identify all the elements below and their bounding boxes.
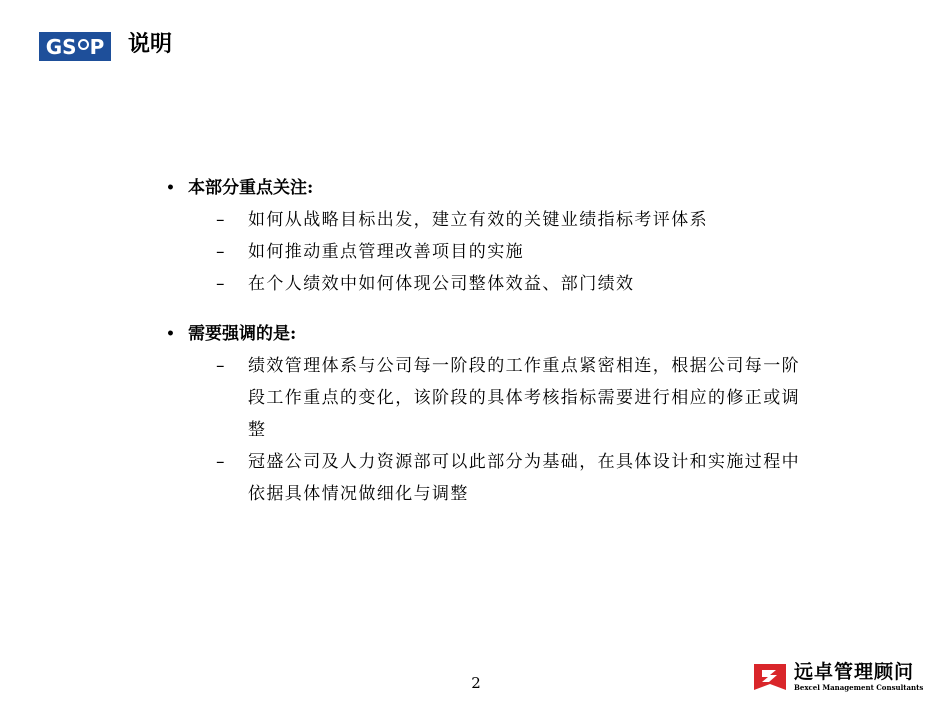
list-item	[166, 350, 806, 446]
dash-icon: –	[216, 242, 226, 262]
list-item	[166, 446, 806, 510]
logo-text-gs: GS	[45, 34, 77, 59]
dash-icon: –	[216, 452, 226, 472]
bullet-icon: •	[166, 180, 175, 196]
brand-mark-icon	[752, 660, 788, 692]
logo-text-p: P	[89, 34, 105, 59]
brand-logo	[752, 660, 923, 692]
list-item	[166, 236, 806, 268]
list-item-text: 绩效管理体系与公司每一阶段的工作重点紧密相连，根据公司每一阶段工作重点的变化，该阶段的具体考核指标需要进行相应的修正或调整	[248, 356, 800, 440]
list-item-text: 如何推动重点管理改善项目的实施	[248, 242, 524, 262]
dash-icon: –	[216, 356, 226, 376]
brand-text	[794, 661, 923, 692]
list-item-text: 在个人绩效中如何体现公司整体效益、部门绩效	[248, 274, 635, 294]
content-body	[166, 176, 806, 532]
section-heading	[166, 322, 806, 346]
section-emphasis	[166, 322, 806, 510]
section-heading-text: 需要强调的是:	[188, 324, 297, 344]
section-focus	[166, 176, 806, 300]
list-item	[166, 268, 806, 300]
list-item-text: 如何从战略目标出发，建立有效的关键业绩指标考评体系	[248, 210, 708, 230]
dash-icon: –	[216, 210, 226, 230]
logo-dot-icon	[78, 39, 89, 50]
section-heading	[166, 176, 806, 200]
list-item-text: 冠盛公司及人力资源部可以此部分为基础，在具体设计和实施过程中依据具体情况做细化与调整	[248, 452, 800, 504]
gsp-logo	[39, 32, 111, 61]
list-item	[166, 204, 806, 236]
page-number: 2	[471, 674, 481, 692]
bullet-icon: •	[166, 326, 175, 342]
page-title: 说明	[128, 32, 173, 57]
brand-name-cn: 远卓管理顾问	[794, 660, 915, 683]
section-heading-text: 本部分重点关注:	[188, 178, 314, 198]
brand-name-en: Bexcel Management Consultants	[794, 682, 924, 692]
dash-icon: –	[216, 274, 226, 294]
